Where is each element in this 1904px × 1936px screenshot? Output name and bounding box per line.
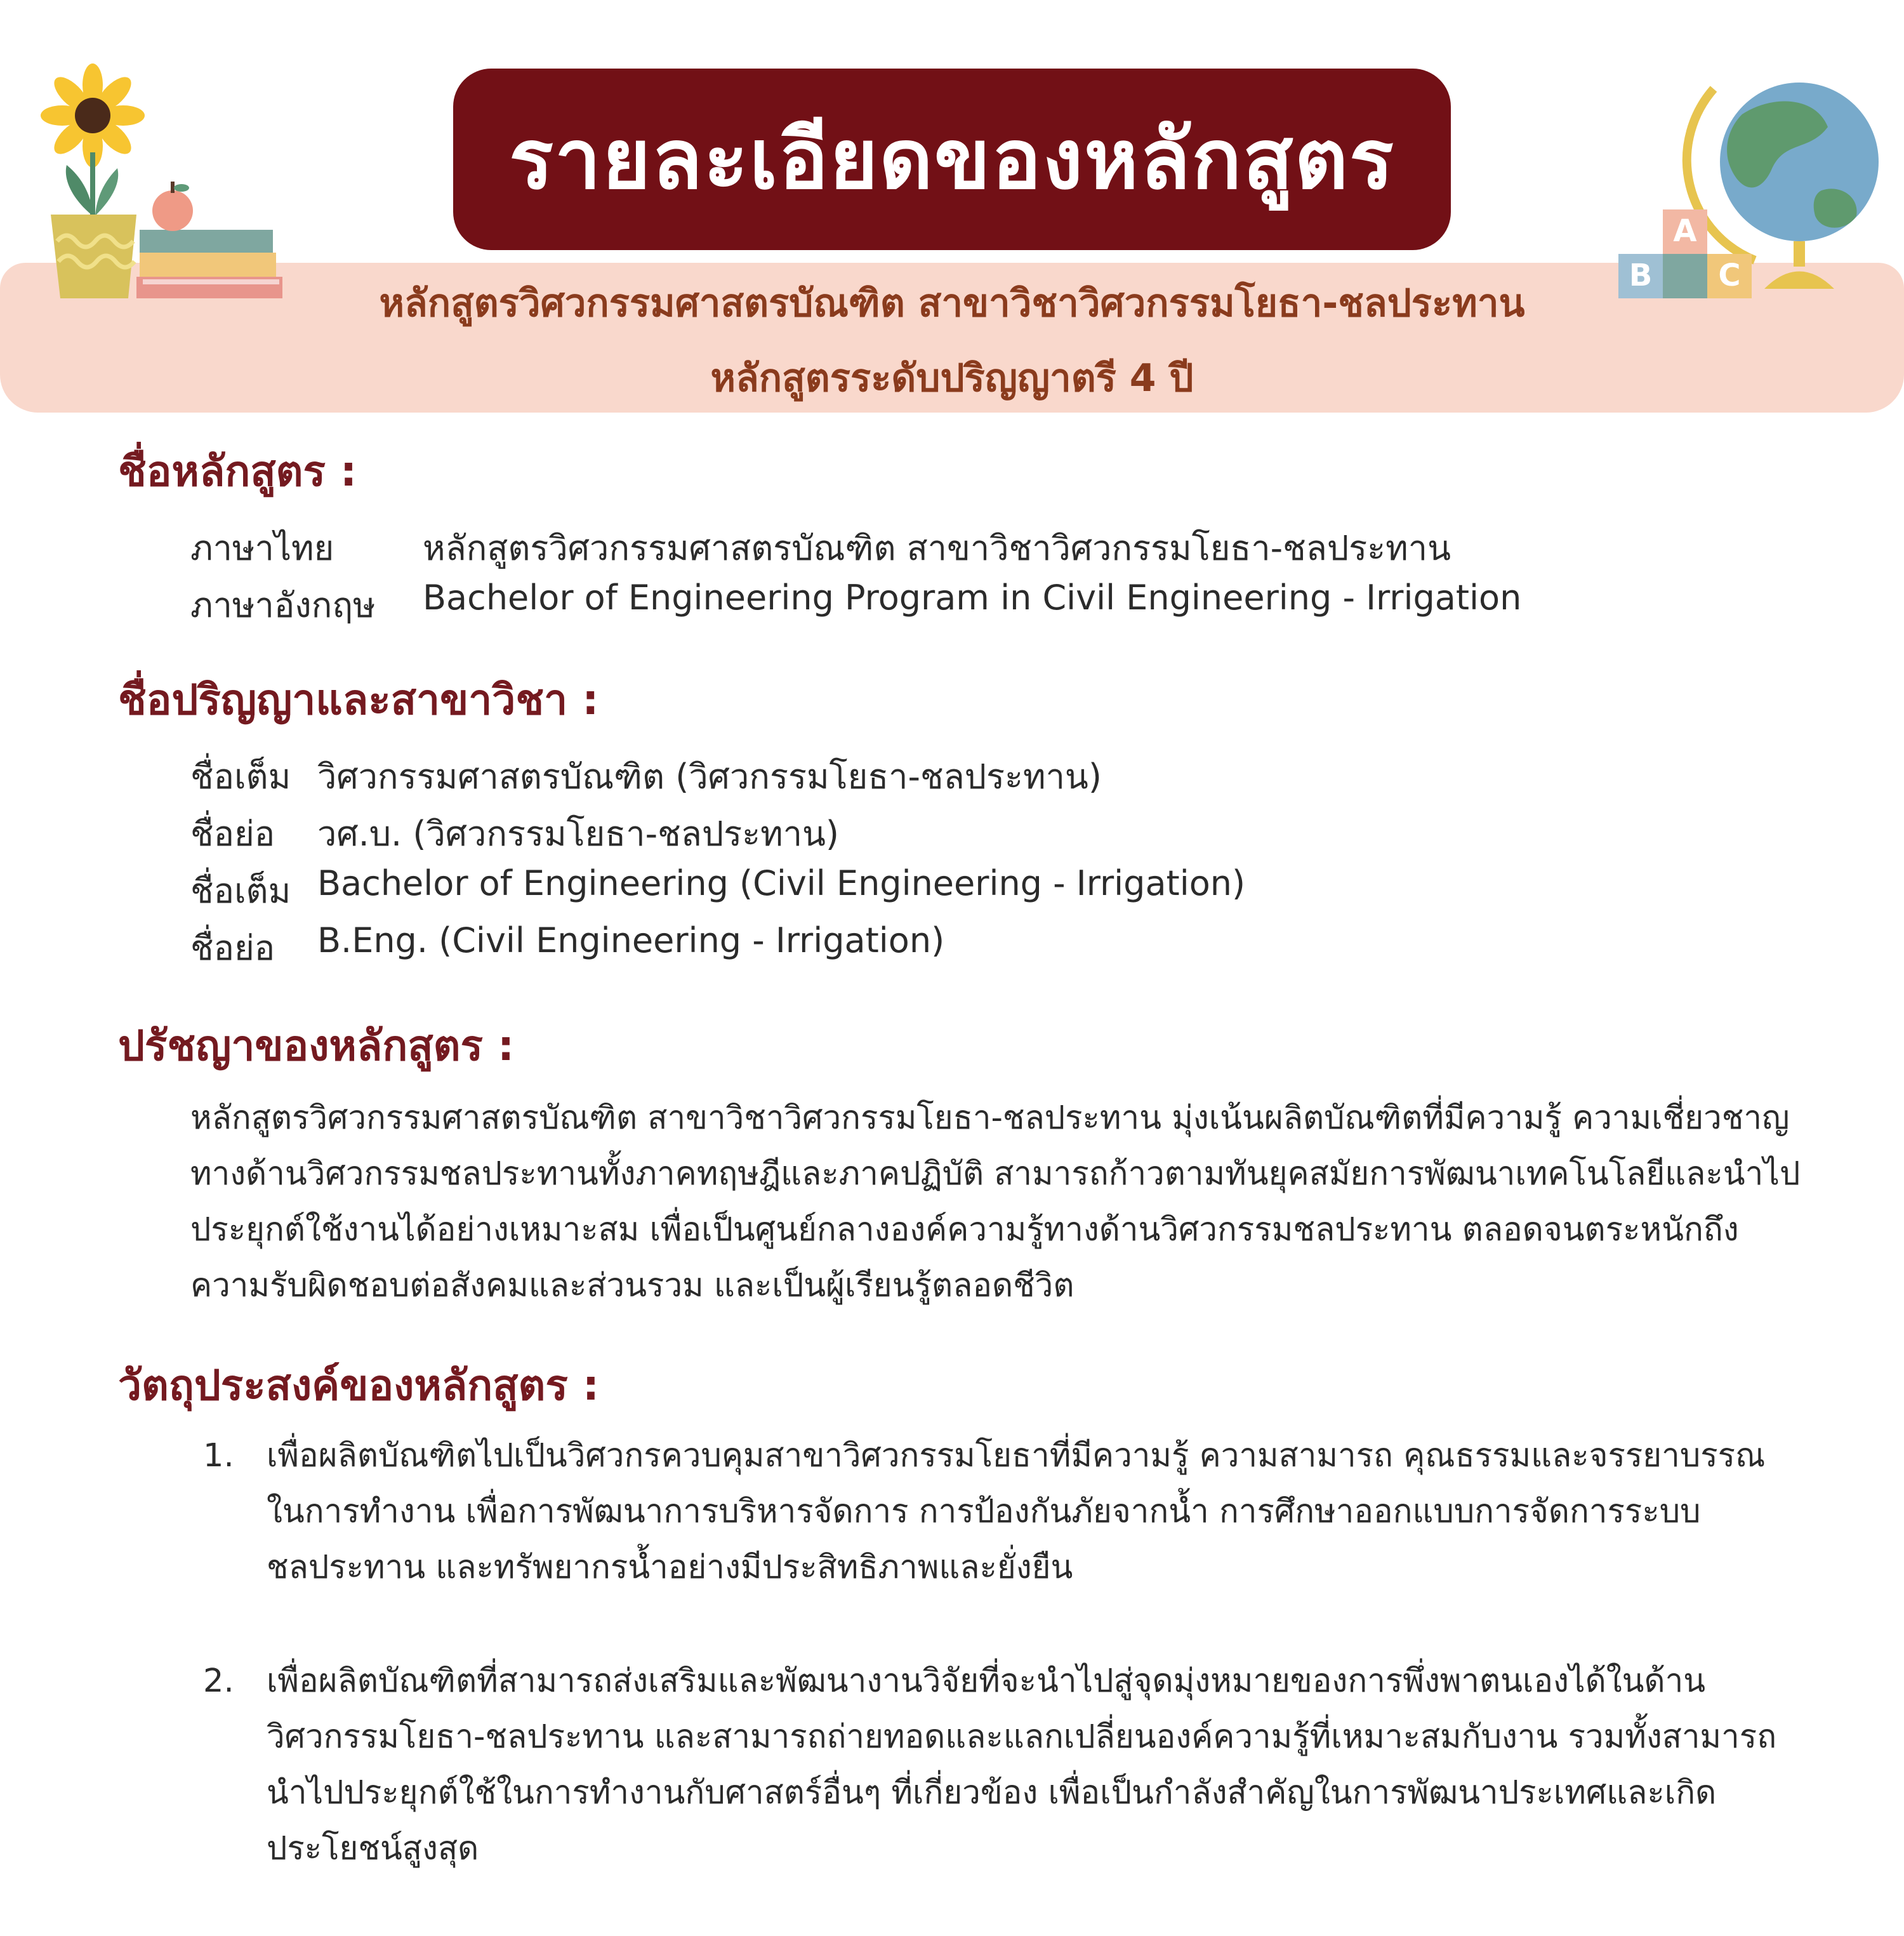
- philosophy-line: ความรับผิดชอบต่อสังคมและส่วนรวม และเป็นผู้เรียนรู้ตลอดชีวิต: [190, 1267, 1074, 1304]
- page-title: รายละเอียดของหลักสูตร: [509, 111, 1395, 208]
- degree-value: วิศวกรรมศาสตรบัณฑิต (วิศวกรรมโยธา-ชลประทาน): [317, 757, 1102, 797]
- objectives-heading: วัตถุประสงค์ของหลักสูตร :: [118, 1361, 600, 1410]
- degree-value: B.Eng. (Civil Engineering - Irrigation): [317, 920, 945, 960]
- program-subtitle: หลักสูตรวิศวกรรมศาสตรบัณฑิต สาขาวิชาวิศวกรรมโยธา-ชลประทาน: [379, 281, 1525, 326]
- degree-value: วศ.บ. (วิศวกรรมโยธา-ชลประทาน): [317, 814, 839, 854]
- thai-label: ภาษาไทย: [190, 528, 334, 568]
- degree-label: ชื่อย่อ: [190, 928, 275, 968]
- degree-heading: ชื่อปริญญาและสาขาวิชา :: [118, 675, 599, 724]
- svg-text:C: C: [1718, 258, 1741, 293]
- objective-line: ในการทำงาน เพื่อการพัฒนาการบริหารจัดการ การป้องกันภัยจากน้ำ การศึกษาออกแบบการจัดการระบบ: [267, 1493, 1701, 1530]
- philosophy-line: หลักสูตรวิศวกรรมศาสตรบัณฑิต สาขาวิชาวิศวกรรมโยธา-ชลประทาน มุ่งเน้นผลิตบัณฑิตที่มีความรู้ ความเชี่ยวชาญ: [190, 1099, 1790, 1137]
- sunflower-books-illustration: [32, 57, 286, 298]
- philosophy-line: ประยุกต์ใช้งานได้อย่างเหมาะสม เพื่อเป็นศูนย์กลางองค์ความรู้ทางด้านวิศวกรรมชลประทาน ตลอดจนตระหนักถึง: [190, 1211, 1739, 1249]
- english-label: ภาษาอังกฤษ: [190, 585, 376, 625]
- degree-value: Bachelor of Engineering (Civil Engineering - Irrigation): [317, 863, 1246, 903]
- sunflower-icon: [41, 63, 145, 168]
- thai-value: หลักสูตรวิศวกรรมศาสตรบัณฑิต สาขาวิชาวิศวกรรมโยธา-ชลประทาน: [423, 528, 1451, 568]
- objective-number: 2.: [203, 1662, 234, 1700]
- philosophy-text: [190, 1091, 1815, 1314]
- objective-item: [203, 1428, 1802, 1596]
- svg-text:B: B: [1629, 258, 1653, 293]
- objective-line: นำไปประยุกต์ใช้ในการทำงานกับศาสตร์อื่นๆ ที่เกี่ยวข้อง เพื่อเป็นกำลังสำคัญในการพัฒนาประเทศและเกิด: [267, 1774, 1717, 1812]
- english-value: Bachelor of Engineering Program in Civil Engineering - Irrigation: [423, 578, 1522, 618]
- svg-text:A: A: [1673, 213, 1697, 249]
- degree-label: ชื่อเต็ม: [190, 871, 291, 911]
- objective-line: วิศวกรรมโยธา-ชลประทาน และสามารถถ่ายทอดและแลกเปลี่ยนองค์ความรู้ที่เหมาะสมกับงาน รวมทั้งสามารถ: [267, 1718, 1777, 1756]
- philosophy-heading: ปรัชญาของหลักสูตร :: [118, 1021, 515, 1070]
- degree-label: ชื่อย่อ: [190, 814, 275, 854]
- globe-blocks-illustration: [1612, 70, 1891, 298]
- objective-line: เพื่อผลิตบัณฑิตไปเป็นวิศวกรควบคุมสาขาวิศวกรรมโยธาที่มีความรู้ ความสามารถ คุณธรรมและจรรยาบรรณ: [267, 1437, 1766, 1475]
- objective-item: [203, 1654, 1802, 1877]
- apple-icon: [152, 182, 193, 231]
- philosophy-line: ทางด้านวิศวกรรมชลประทานทั้งภาคทฤษฎีและภาคปฏิบัติ สามารถก้าวตามทันยุคสมัยการพัฒนาเทคโนโลยีและนำไป: [190, 1155, 1801, 1193]
- objective-number: 1.: [203, 1437, 234, 1475]
- abc-blocks-icon: [1618, 209, 1752, 298]
- degree-level-subtitle: หลักสูตรระดับปริญญาตรี 4 ปี: [710, 356, 1194, 401]
- title-banner: [453, 69, 1451, 250]
- objective-line: ประโยชน์สูงสุด: [267, 1830, 479, 1867]
- course-name-heading: ชื่อหลักสูตร :: [118, 447, 357, 496]
- degree-label: ชื่อเต็ม: [190, 757, 291, 797]
- objective-line: เพื่อผลิตบัณฑิตที่สามารถส่งเสริมและพัฒนางานวิจัยที่จะนำไปสู่จุดมุ่งหมายของการพึ่งพาตนเองได้ในด้าน: [267, 1662, 1706, 1700]
- objective-line: ชลประทาน และทรัพยากรน้ำอย่างมีประสิทธิภาพและยั่งยืน: [267, 1549, 1073, 1586]
